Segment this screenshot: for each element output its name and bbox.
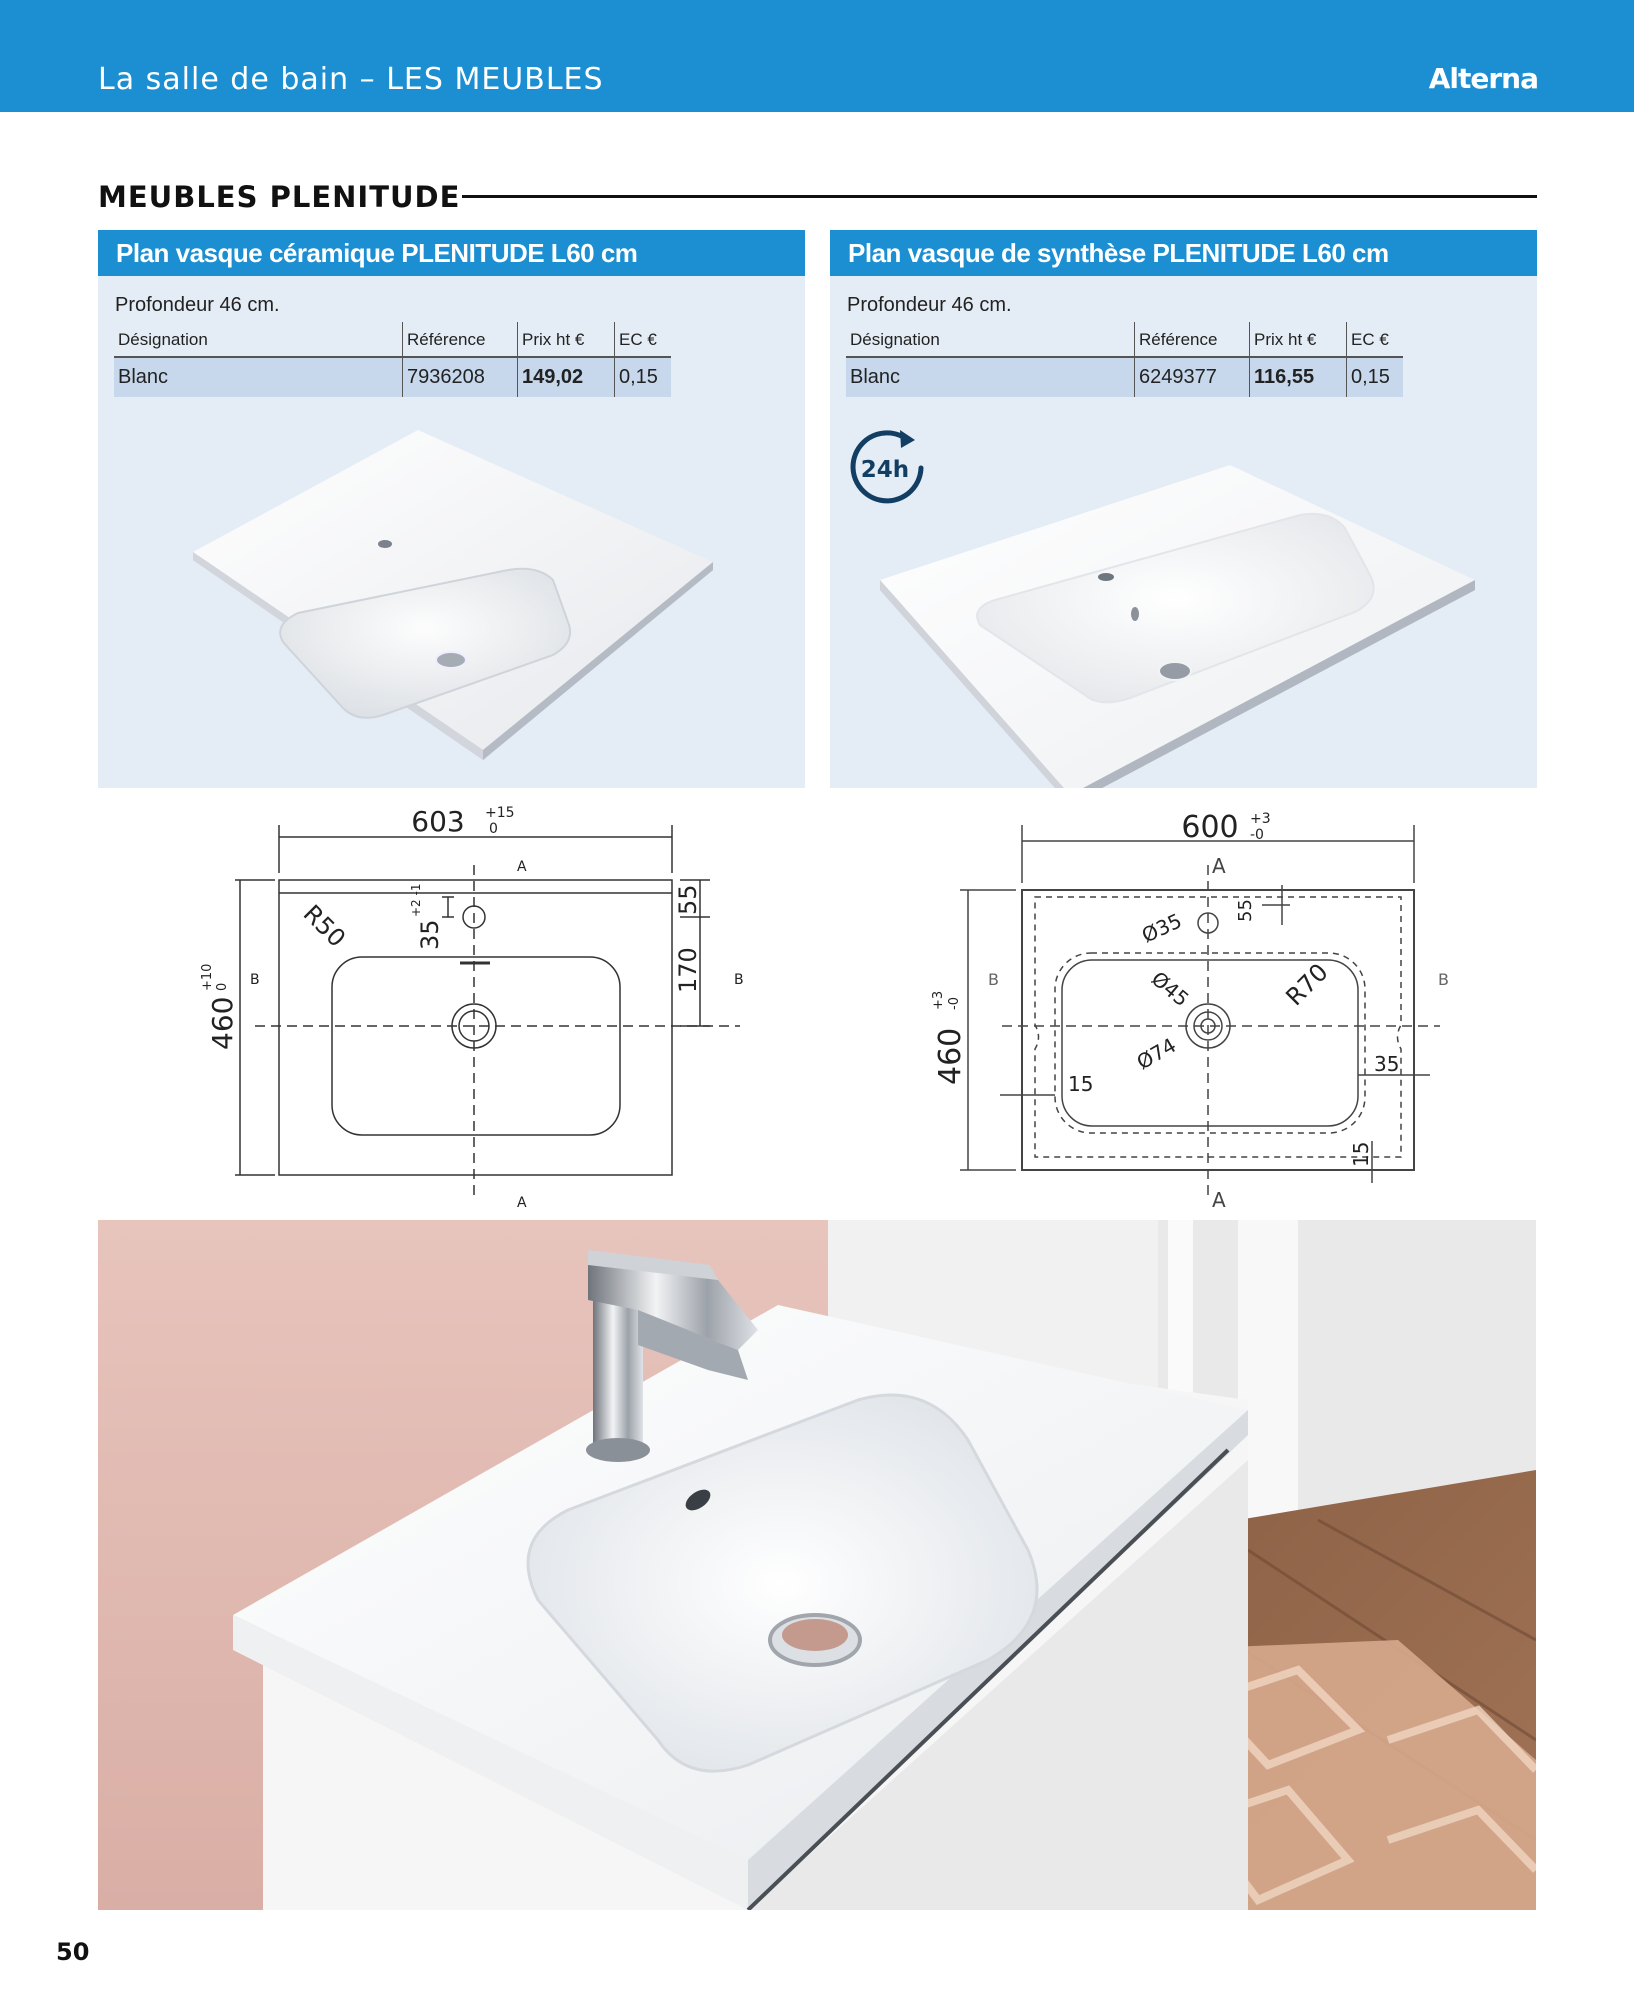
section-b-right: B — [1438, 970, 1449, 989]
product-table — [846, 322, 1403, 397]
dim-width: 600 — [1181, 810, 1239, 845]
column-header: Prix ht € — [518, 322, 615, 357]
dim-height-tol-down: -0 — [947, 997, 962, 1010]
product-depth: Profondeur 46 cm. — [115, 294, 280, 316]
dim-top-margin: 55 — [1235, 899, 1256, 922]
synthetic-basin-image — [830, 420, 1537, 788]
dim-drain-offset: 170 — [674, 947, 702, 993]
dim-width-tol-down: 0 — [489, 821, 498, 837]
product-table — [114, 322, 671, 397]
ceramic-basin-image — [98, 420, 805, 788]
section-a-top: A — [517, 859, 527, 875]
product-title: Plan vasque de synthèse PLENITUDE L60 cm — [830, 230, 1537, 276]
dim-side-left: 15 — [1068, 1072, 1094, 1096]
column-header: EC € — [1347, 322, 1404, 357]
24h-badge-label: 24h — [860, 457, 910, 483]
dim-tap-offset: 35 — [416, 919, 444, 950]
page-header-title: La salle de bain – LES MEUBLES — [98, 62, 604, 97]
dim-height: 460 — [933, 1027, 968, 1085]
bathroom-vanity-photo — [98, 1220, 1536, 1910]
dim-radius: R70 — [1280, 958, 1334, 1012]
dim-width-tol-down: -0 — [1250, 827, 1264, 843]
dim-width-tol-up: +3 — [1250, 811, 1271, 827]
dim-height-tol-up: +3 — [931, 990, 946, 1010]
section-b-left: B — [988, 970, 999, 989]
dim-overflow: Ø45 — [1146, 966, 1194, 1012]
cell-ecotax: 0,15 — [615, 357, 672, 397]
cell-designation: Blanc — [114, 357, 403, 397]
page-number: 50 — [56, 1938, 90, 1966]
section-b-right: B — [734, 972, 744, 988]
dim-tap-hole: Ø35 — [1137, 908, 1186, 948]
dim-width: 603 — [411, 805, 465, 838]
dim-side-right: 35 — [1374, 1052, 1400, 1076]
column-header: Référence — [403, 322, 518, 357]
section-a-top: A — [1212, 854, 1226, 878]
table-row — [114, 357, 671, 397]
cell-reference: 7936208 — [403, 357, 518, 397]
cell-designation: Blanc — [846, 357, 1135, 397]
dim-height: 460 — [206, 996, 239, 1050]
table-row — [846, 357, 1403, 397]
dim-radius: R50 — [297, 899, 351, 953]
cell-ecotax: 0,15 — [1347, 357, 1404, 397]
section-a-bottom: A — [1212, 1188, 1226, 1212]
dim-height-tol-down: 0 — [215, 982, 230, 991]
section-a-bottom: A — [517, 1195, 527, 1211]
header-bar — [0, 0, 1634, 112]
product-panel-ceramic — [98, 230, 805, 788]
synthetic-technical-drawing — [910, 795, 1510, 1215]
column-header: Désignation — [114, 322, 403, 357]
24h-delivery-icon — [845, 426, 929, 510]
brand-logo: Alterna — [1428, 62, 1538, 95]
section-divider — [462, 195, 1537, 198]
cell-price: 116,55 — [1250, 357, 1347, 397]
product-title: Plan vasque céramique PLENITUDE L60 cm — [98, 230, 805, 276]
cell-price: 149,02 — [518, 357, 615, 397]
column-header: Prix ht € — [1250, 322, 1347, 357]
column-header: Désignation — [846, 322, 1135, 357]
column-header: EC € — [615, 322, 672, 357]
dim-width-tol-up: +15 — [485, 805, 515, 821]
dim-drain: Ø74 — [1132, 1032, 1181, 1075]
section-title: MEUBLES PLENITUDE — [98, 180, 461, 214]
section-b-left: B — [250, 972, 260, 988]
dim-tap-tolerance: +2 -1 — [409, 883, 423, 917]
table-header-row — [114, 322, 671, 357]
ceramic-technical-drawing — [180, 795, 780, 1215]
dim-top-margin: 55 — [674, 884, 702, 915]
column-header: Référence — [1135, 322, 1250, 357]
dim-height-tol-up: +10 — [200, 963, 215, 991]
product-panel-synthetic — [830, 230, 1537, 788]
dim-bottom: 15 — [1349, 1141, 1373, 1167]
table-header-row — [846, 322, 1403, 357]
product-depth: Profondeur 46 cm. — [847, 294, 1012, 316]
cell-reference: 6249377 — [1135, 357, 1250, 397]
